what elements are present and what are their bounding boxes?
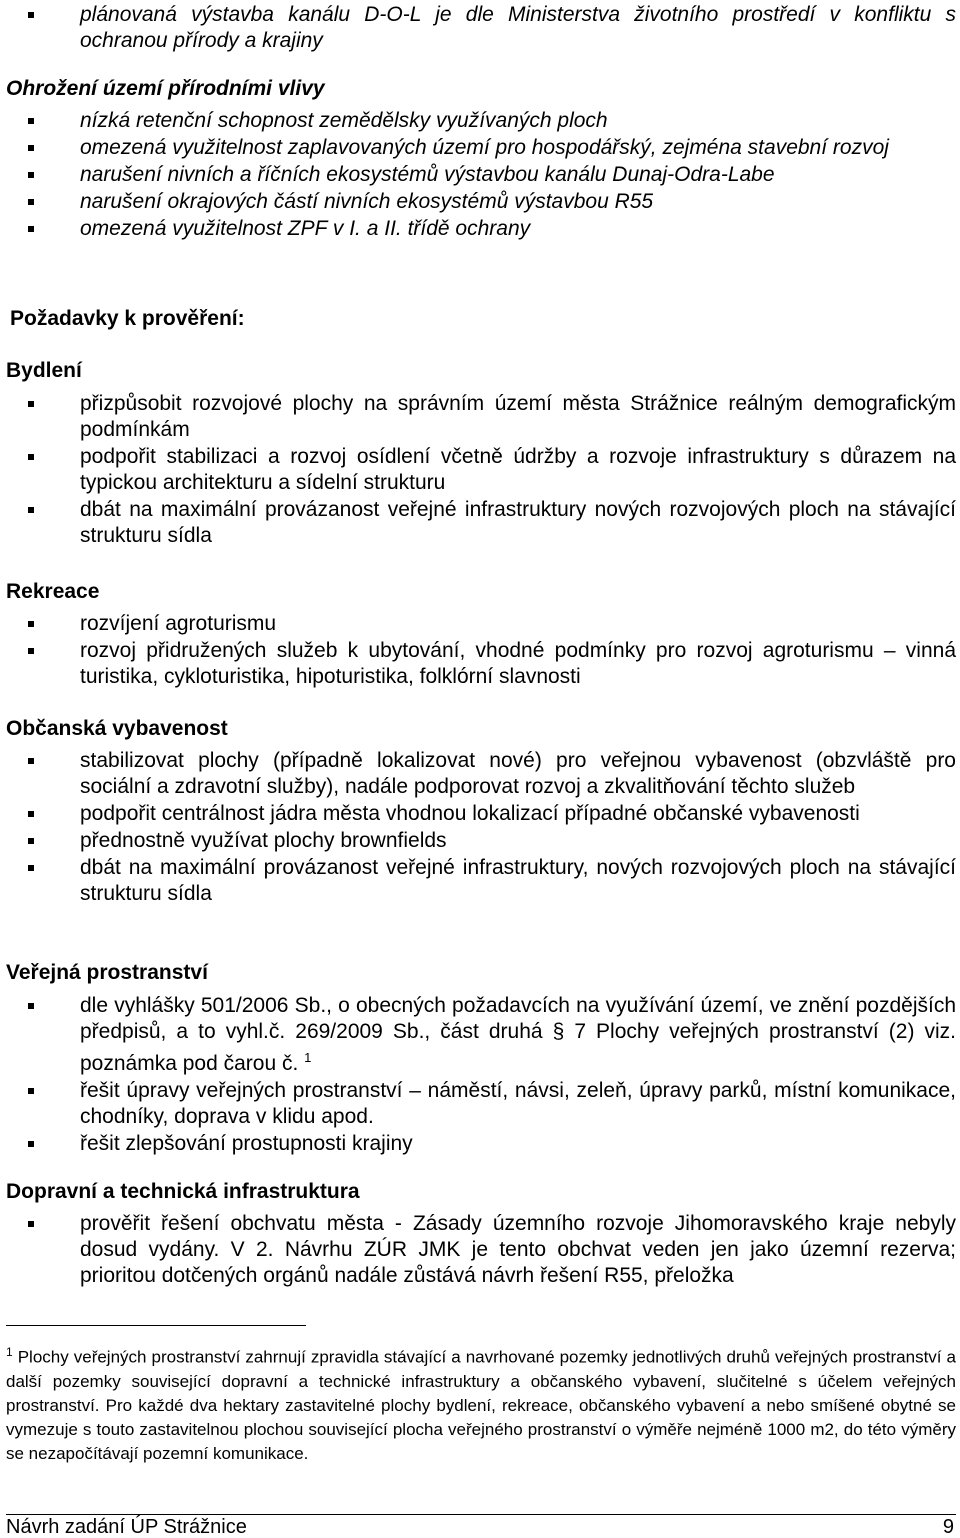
bullet-icon — [28, 865, 34, 871]
list-item: dle vyhlášky 501/2006 Sb., o obecných požadavcích na využívání území, ve znění pozdějších předpisů, a to vyhl.č. 269/2009 Sb., část druhá § 7 Plochy veřejných prostranství (2) viz. poznámka pod čarou č. $^1$ — [0, 993, 956, 1077]
list-item: přizpůsobit rozvojové plochy na správním území města Strážnice reálným demografickým podmínkám — [0, 391, 956, 443]
list-item: rozvíjení agroturismu — [0, 611, 956, 637]
list-item: prověřit řešení obchvatu města - Zásady územního rozvoje Jihomoravského kraje nebyly dosud vydány. V 2. Návrhu ZÚR JMK je tento obchvat veden jen jako územní rezerva; prioritou dotčených orgánů nadále zůstává návrh řešení R55, přeložka — [0, 1211, 956, 1289]
list-item: stabilizovat plochy (případně lokalizovat nové) pro veřejnou vybavenost (obzvláště pro sociální a zdravotní služby), nadále podporovat rozvoj a zkvalitňování těchto služeb — [0, 748, 956, 800]
page-number: 9 — [942, 1516, 954, 1538]
footnote-reference[interactable]: 1 — [304, 1050, 312, 1065]
list-item: řešit zlepšování prostupnosti krajiny — [0, 1131, 956, 1157]
ohrozeni-list — [0, 108, 956, 243]
bullet-icon — [28, 118, 34, 124]
bullet-icon — [28, 507, 34, 513]
footer-divider — [6, 1514, 956, 1515]
section-heading-verejna: Veřejná prostranství — [6, 961, 208, 984]
bullet-icon — [28, 199, 34, 205]
dopravni-list — [0, 1211, 956, 1290]
list-item: omezená využitelnost ZPF v I. a II. třídě ochrany — [0, 216, 956, 242]
bullet-icon — [28, 172, 34, 178]
section-heading-bydleni: Bydlení — [6, 359, 82, 382]
bullet-icon — [28, 145, 34, 151]
list-item: omezená využitelnost zaplavovaných území pro hospodářský, zejména stavební rozvoj — [0, 135, 956, 161]
list-item: plánovaná výstavba kanálu D-O-L je dle Ministerstva životního prostředí v konfliktu s ochranou přírody a krajiny — [0, 2, 956, 54]
section-heading-pozadavky: Požadavky k prověření: — [10, 307, 245, 330]
section-heading-rekreace: Rekreace — [6, 580, 100, 603]
footnote-text: Plochy veřejných prostranství zahrnují zpravidla stávající a navrhované pozemky jednotlivých druhů veřejných prostranství a další pozemky související dopravní a technické infrastruktury a občanského vybavení, slučitelné s účelem veřejných prostranství. Pro každé dva hektary zastavitelné plochy bydlení, rekreace, občanského vybavení a nebo smíšené obytné se vymezuje s touto zastavitelnou plochou související plocha veřejného prostranství o výměře nejméně 1000 m2, do této výměry se nezapočítávají pozemní komunikace. — [6, 1347, 956, 1463]
list-item: podpořit centrálnost jádra města vhodnou lokalizací případné občanské vybavenosti — [0, 801, 956, 827]
list-item: řešit úpravy veřejných prostranství – náměstí, návsi, zeleň, úpravy parků, místní komunikace, chodníky, doprava v klidu apod. — [0, 1078, 956, 1130]
bullet-icon — [28, 1003, 34, 1009]
bullet-icon — [28, 1141, 34, 1147]
bullet-icon — [28, 621, 34, 627]
list-item: podpořit stabilizaci a rozvoj osídlení včetně údržby a rozvoje infrastruktury s důrazem na typickou architekturu a sídelní strukturu — [0, 444, 956, 496]
bullet-icon — [28, 811, 34, 817]
obcanska-list — [0, 748, 956, 908]
list-item: rozvoj přidružených služeb k ubytování, vhodné podmínky pro rozvoj agroturismu – vinná turistika, cykloturistika, hipoturistika, folklórní slavnosti — [0, 638, 956, 690]
bullet-icon — [28, 1088, 34, 1094]
list-item: nízká retenční schopnost zemědělsky využívaných ploch — [0, 108, 956, 134]
bullet-icon — [28, 226, 34, 232]
section-heading-ohrozeni: Ohrožení území přírodními vlivy — [6, 77, 325, 100]
footnote-mark: 1 — [6, 1345, 13, 1359]
bullet-icon — [28, 758, 34, 764]
footnote-divider — [6, 1325, 306, 1326]
list-item: narušení nivních a říčních ekosystémů výstavbou kanálu Dunaj-Odra-Labe — [0, 162, 956, 188]
rekreace-list — [0, 611, 956, 691]
verejna-list — [0, 993, 956, 1158]
bullet-icon — [28, 12, 34, 18]
section-heading-dopravni: Dopravní a technická infrastruktura — [6, 1180, 360, 1203]
footnote — [6, 1340, 956, 1466]
list-item: dbát na maximální provázanost veřejné infrastruktury, nových rozvojových ploch na stávající strukturu sídla — [0, 855, 956, 907]
list-item: narušení okrajových částí nivních ekosystémů výstavbou R55 — [0, 189, 956, 215]
list-item: přednostně využívat plochy brownfields — [0, 828, 956, 854]
list-item: dbát na maximální provázanost veřejné infrastruktury nových rozvojových ploch na stávající strukturu sídla — [0, 497, 956, 549]
footer-document-title: Návrh zadání ÚP Strážnice — [6, 1516, 247, 1538]
bydleni-list — [0, 391, 956, 550]
bullet-icon — [28, 401, 34, 407]
bullet-icon — [28, 1221, 34, 1227]
bullet-icon — [28, 648, 34, 654]
bullet-icon — [28, 454, 34, 460]
section-heading-obcanska: Občanská vybavenost — [6, 717, 228, 740]
bullet-icon — [28, 838, 34, 844]
top-list — [0, 2, 956, 55]
